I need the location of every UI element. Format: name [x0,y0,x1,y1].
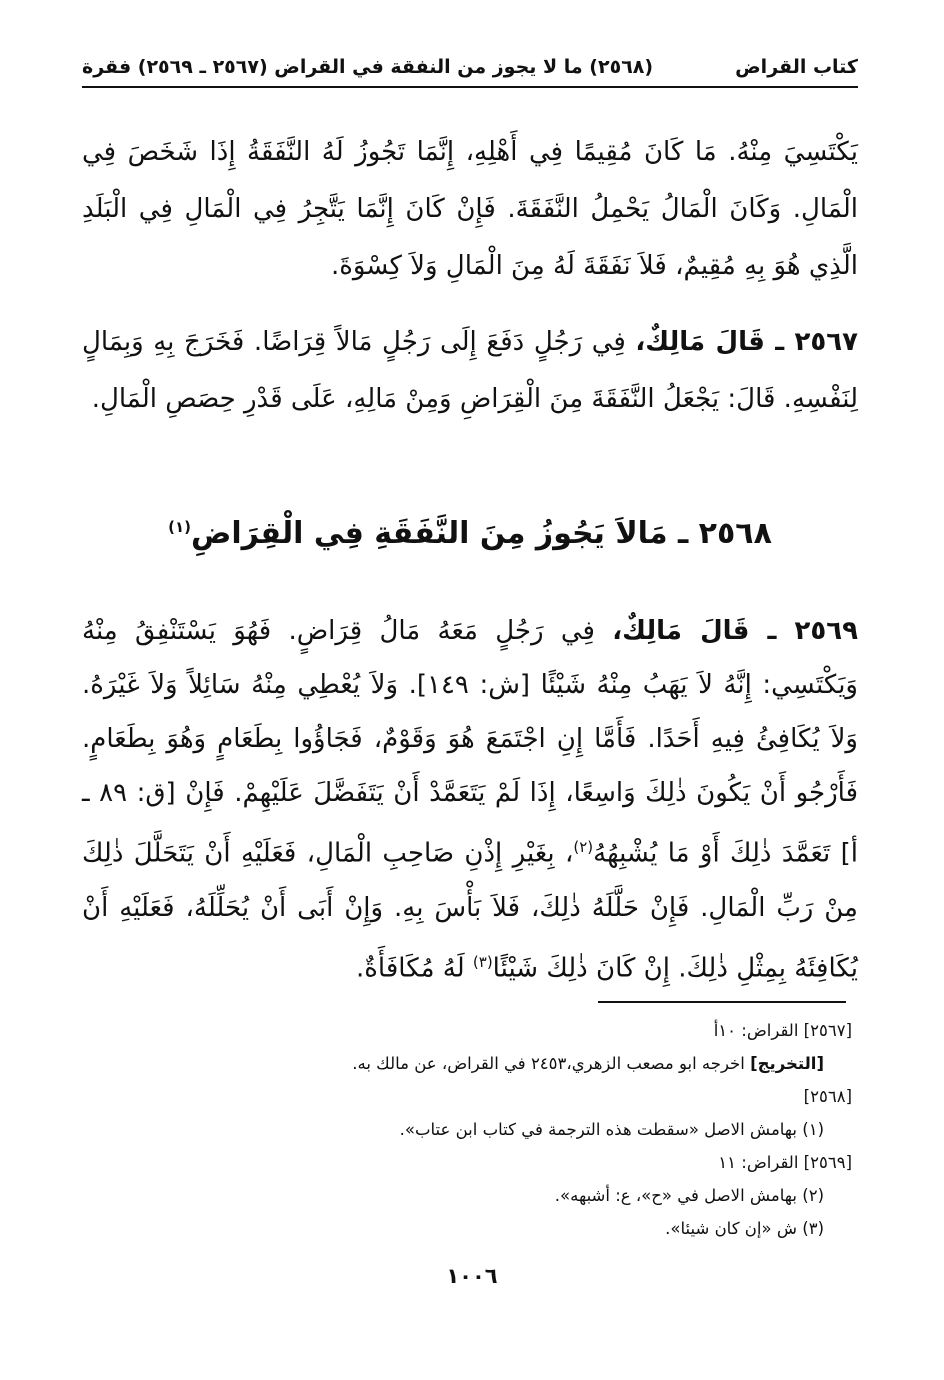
paragraph-2567 [82,314,858,428]
paragraph-2567-text: فِي رَجُلٍ دَفَعَ إِلَى رَجُلٍ مَالاً قِرَاضًا. فَخَرَجَ بِهِ وَبِمَالٍ لِنَفْسِهِ. قَالَ: يَجْعَلُ النَّفَقَةَ مِنَ الْقِرَاضِ وَمِنْ مَالِهِ، عَلَى قَدْرِ حِصَصِ الْمَالِ. [82,327,858,414]
footnote-2569: [٢٥٦٩] القراض: ١١ [718,1153,852,1172]
footnote-rule [598,1001,846,1003]
footnote-2567: [٢٥٦٧] القراض: ١٠أ [713,1021,852,1040]
footnote-takhrij [82,1047,852,1080]
takhrij-label: [التخريج] [750,1054,824,1073]
running-title: (٢٥٦٨) ما لا يجوز من النفقة في القراض (٢٥٦٧ ـ ٢٥٦٩) فقرة [82,56,654,78]
footnotes [82,1014,852,1245]
paragraph-continuation: يَكْتَسِيَ مِنْهُ. مَا كَانَ مُقِيمًا فِي أَهْلِهِ، إِنَّمَا تَجُوزُ لَهُ النَّفَقَةُ إِذَا شَخَصَ فِي الْمَالِ. وَكَانَ الْمَالُ يَحْمِلُ النَّفَقَةَ. فَإِنْ كَانَ إِنَّمَا يَتَّجِرُ فِي الْمَالِ فِي الْبَلَدِ الَّذِي هُوَ بِهِ مُقِيمٌ، فَلاَ نَفَقَةَ لَهُ مِنَ الْمَالِ وَلاَ كِسْوَةَ. [82,137,858,281]
footnote-note-2: (٢) بهامش الاصل في «ح»، ع: أشبهه». [554,1186,824,1205]
note-ref-3: (٣) [472,952,493,971]
footnote-2568: [٢٥٦٨] [803,1087,852,1106]
paragraph-2569-part-a: فِي رَجُلٍ مَعَهُ مَالُ قِرَاضٍ. فَهُوَ يَسْتَنْفِقُ مِنْهُ وَيَكْتَسِي: إِنَّهُ لاَ يَهَبُ مِنْهُ شَيْئًا [ش: ١٤٩]. وَلاَ يُعْطِي مِنْهُ سَائِلاً وَلاَ غَيْرَهُ. وَلاَ يُكَافِئُ فِيهِ أَحَدًا. فَأَمَّا إِنِ اجْتَمَعَ هُوَ وَقَوْمٌ، فَجَاؤُوا بِطَعَامٍ وَهُوَ بِطَعَامٍ. فَأَرْجُو أَنْ يَكُونَ ذٰلِكَ وَاسِعًا، إِذَا لَمْ يَتَعَمَّدْ أَنْ يَتَفَضَّلَ عَلَيْهِمْ. فَإِنْ [ق: ٨٩ ـ أ] تَعَمَّدَ ذٰلِكَ أَوْ مَا يُشْبِهُهُ [82,616,858,869]
footnote-note-1: (١) بهامش الاصل «سقطت هذه الترجمة في كتاب ابن عتاب». [399,1120,824,1139]
paragraph-2567-lead: ٢٥٦٧ ـ قَالَ مَالِكٌ، [635,327,858,357]
book-title: كتاب القراض [735,56,858,78]
page-number: ١٠٠٦ [446,1264,498,1288]
section-title-text: ٢٥٦٨ ـ مَالاَ يَجُوزُ مِنَ النَّفَقَةِ فِي الْقِرَاضِ [190,516,772,551]
paragraph-2569-part-c: لَهُ مُكَافَأَةٌ. [356,953,473,984]
header-rule [82,86,858,88]
footnote-note-3: (٣) ش «إن كان شيئا». [665,1219,824,1238]
takhrij-text: اخرجه ابو مصعب الزهري،٢٤٥٣ في القراض، عن مالك به. [352,1054,751,1073]
section-title-2568 [82,516,858,551]
note-ref-2: (٢) [573,838,594,856]
paragraph-2569 [82,604,858,995]
paragraph-2569-part-b: ، بِغَيْرِ إِذْنِ صَاحِبِ الْمَالِ، فَعَلَيْهِ أَنْ يَتَحَلَّلَ ذٰلِكَ مِنْ رَبِّ الْمَالِ. فَإِنْ حَلَّلَهُ ذٰلِكَ، فَلاَ بَأْسَ بِهِ. وَإِنْ أَبَى أَنْ يُحَلِّلَهُ، فَعَلَيْهِ أَنْ يُكَافِئَهُ بِمِثْلِ ذٰلِكَ. إِنْ كَانَ ذٰلِكَ شَيْئًا [82,838,858,984]
paragraph-2569-lead: ٢٥٦٩ ـ قَالَ مَالِكٌ، [612,616,858,646]
section-title-note-ref: (١) [168,518,191,536]
running-header [82,50,858,86]
